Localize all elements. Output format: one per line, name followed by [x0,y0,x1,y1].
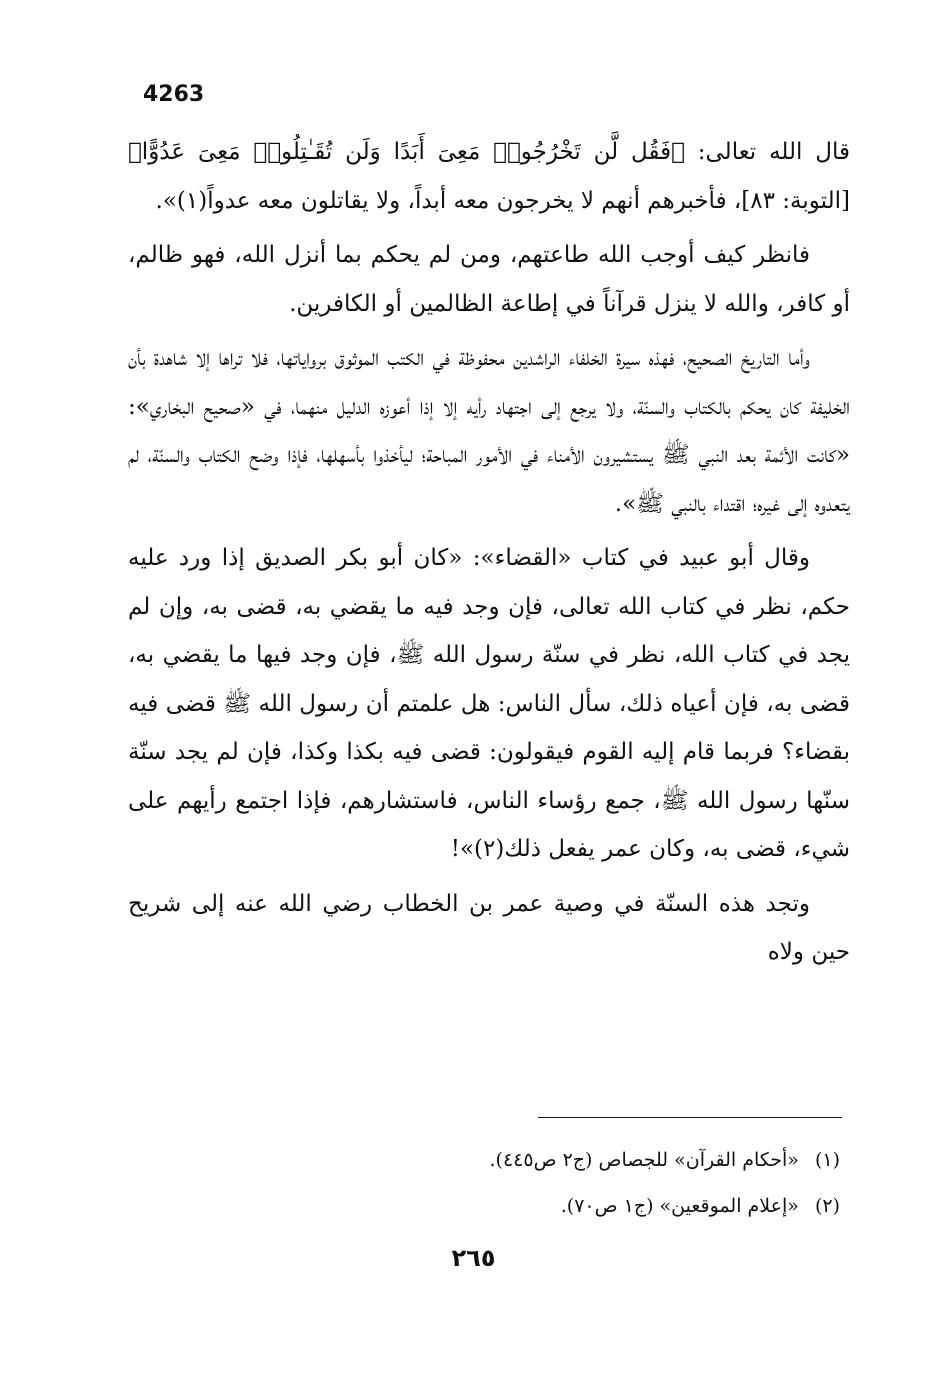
paragraph: فانظر كيف أوجب الله طاعتهم، ومن لم يحكم بما أنزل الله، فهو ظالم، أو كافر، والله لا ينزل قرآناً في إطاعة الظالمين أو الكافرين. [128,242,850,317]
main-text [128,128,850,983]
paragraph: وتجد هذه السنّة في وصية عمر بن الخطاب رضي الله عنه إلى شريح حين ولاه [128,890,850,965]
footnote-text: «أحكام القرآن» للجصاص (ج٢ ص٤٤٥). [489,1149,799,1171]
paragraph: قال الله تعالى: ﴿فَقُل لَّن تَخْرُجُوا۟ مَعِىَ أَبَدًا وَلَن تُقَـٰتِلُوا۟ مَعِىَ عَدُوًّا﴾[التوبة: ٨٣]، فأخبرهم أنهم لا يخرجون معه أبداً، ولا يقاتلون معه عدواً(١)». [128,139,850,214]
footnotes [128,1137,840,1229]
page-number-bottom: ٢٦٥ [451,1244,496,1272]
paragraph: وقال أبو عبيد في كتاب «القضاء»: «كان أبو بكر الصديق إذا ورد عليه حكم، نظر في كتاب الله تعالى، فإن وجد فيه ما يقضي به، قضى به، وإن لم يجد في كتاب الله، نظر في سنّة رسول الله ﷺ، فإن وجد فيها ما يقضي به، قضى به، فإن أعياه ذلك، سأل الناس: هل علمتم أن رسول الله ﷺ قضى فيه بقضاء؟ فربما قام إليه القوم فيقولون: قضى فيه بكذا وكذا، فإن لم يجد سنّة سنّها رسول الله ﷺ، جمع رؤساء الناس، فاستشارهم، فإذا اجتمع رأيهم على شيء، قضى به، وكان عمر يفعل ذلك(٢)»! [128,545,850,862]
footnote [128,1137,840,1183]
paragraph: وأما التاريخ الصحيح، فهذه سيرة الخلفاء الراشدين محفوظة في الكتب الموثوق برواياتها، فلا تراها إلا شاهدة بأن الخليفة كان يحكم بالكتاب والسنّة، ولا يرجع إلى اجتهاد رأيه إلا إذا أعوزه الدليل منهما، في «صحيح البخاري»: «كانت الأئمة بعد النبي ﷺ يستشيرون الأمناء في الأمور المباحة؛ ليأخذوا بأسهلها، فإذا وضح الكتاب والسنّة، لم يتعدوه إلى غيره؛ اقتداء بالنبي ﷺ». [128,345,850,517]
page-number-top: 4263 [143,82,205,107]
footnote-divider [538,1117,842,1118]
footnote-number: (٢) [814,1195,840,1217]
footnote [128,1183,840,1229]
footnote-number: (١) [814,1149,840,1171]
footnote-text: «إعلام الموقعين» (ج١ ص٧٠). [560,1195,799,1217]
